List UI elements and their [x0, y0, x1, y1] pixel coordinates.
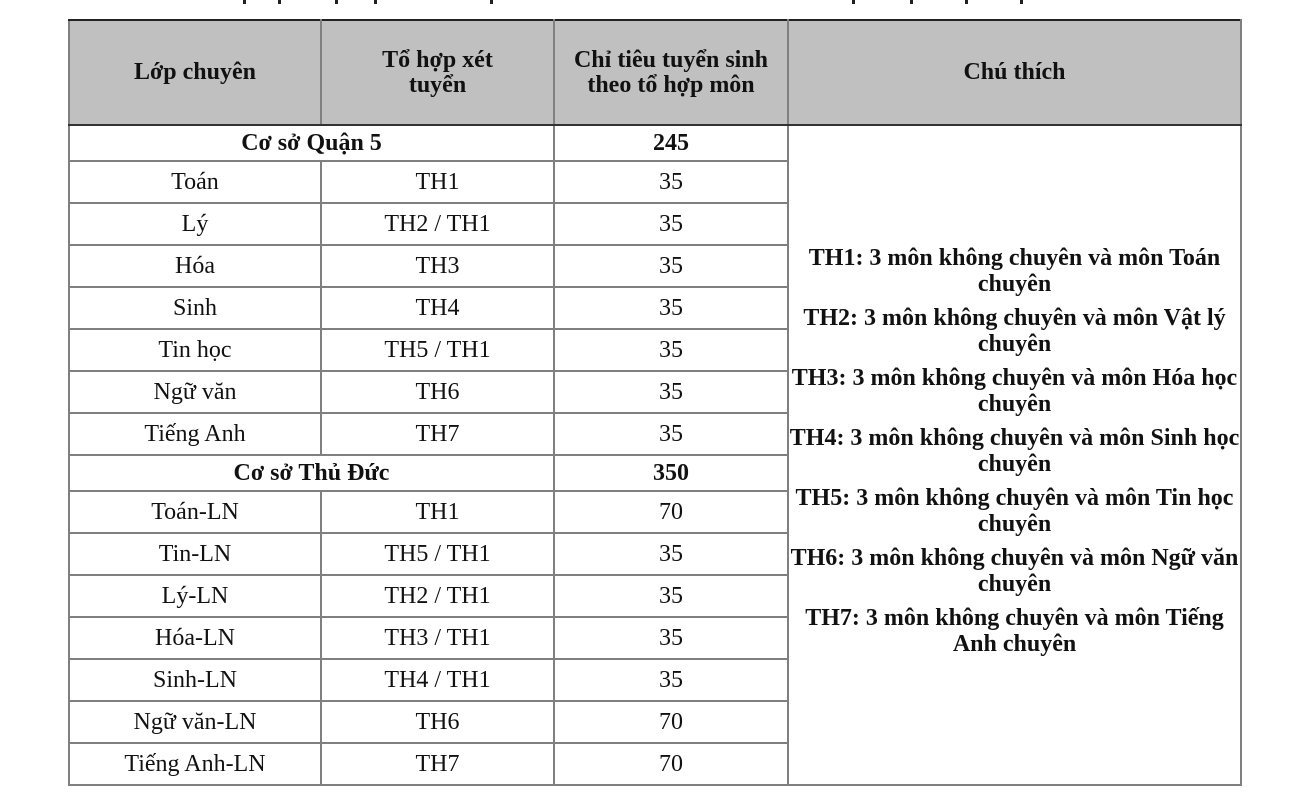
- section-row-quan5: [69, 125, 1241, 161]
- combo-cell: TH4 / TH1: [321, 659, 554, 701]
- class-cell: Ngữ văn-LN: [69, 701, 321, 743]
- text-fragment: [490, 0, 493, 4]
- combo-cell: TH2 / TH1: [321, 575, 554, 617]
- class-cell: Lý: [69, 203, 321, 245]
- combo-cell: TH7: [321, 743, 554, 785]
- header-notes: Chú thích: [788, 20, 1241, 125]
- class-cell: Sinh-LN: [69, 659, 321, 701]
- combo-cell: TH3: [321, 245, 554, 287]
- text-fragment: [278, 0, 281, 4]
- class-cell: Tiếng Anh: [69, 413, 321, 455]
- header-quota: [554, 20, 788, 125]
- note-th7: TH7: 3 môn không chuyên và môn Tiếng Anh chuyên: [805, 605, 1224, 657]
- note-th3: TH3: 3 môn không chuyên và môn Hóa học chuyên: [791, 365, 1238, 417]
- text-fragment: [243, 0, 246, 4]
- quota-cell: 35: [554, 575, 788, 617]
- quota-cell: 70: [554, 701, 788, 743]
- class-cell: Tin học: [69, 329, 321, 371]
- admission-quota-table: [68, 19, 1242, 786]
- combo-cell: TH5 / TH1: [321, 329, 554, 371]
- combo-cell: TH4: [321, 287, 554, 329]
- quota-cell: 35: [554, 203, 788, 245]
- text-fragment: [852, 0, 855, 4]
- quota-cell: 35: [554, 371, 788, 413]
- header-quota-label: Chỉ tiêu tuyển sinh theo tổ hợp môn: [573, 46, 769, 98]
- combo-cell: TH5 / TH1: [321, 533, 554, 575]
- quota-cell: 35: [554, 533, 788, 575]
- class-cell: Ngữ văn: [69, 371, 321, 413]
- header-row: [69, 20, 1241, 125]
- combo-cell: TH3 / TH1: [321, 617, 554, 659]
- clipped-caption-line: [0, 0, 1290, 8]
- notes-cell: [788, 125, 1241, 785]
- quota-cell: 70: [554, 743, 788, 785]
- class-cell: Sinh: [69, 287, 321, 329]
- note-th4: TH4: 3 môn không chuyên và môn Sinh học chuyên: [789, 425, 1240, 477]
- combo-cell: TH2 / TH1: [321, 203, 554, 245]
- note-th1: TH1: 3 môn không chuyên và môn Toán chuyên: [808, 245, 1221, 297]
- text-fragment: [335, 0, 338, 4]
- quota-cell: 35: [554, 413, 788, 455]
- text-fragment: [910, 0, 913, 4]
- text-fragment: [965, 0, 968, 4]
- class-cell: Hóa: [69, 245, 321, 287]
- note-th5: TH5: 3 môn không chuyên và môn Tin học chuyên: [795, 485, 1234, 537]
- quota-cell: 35: [554, 245, 788, 287]
- text-fragment: [374, 0, 377, 4]
- quota-cell: 35: [554, 161, 788, 203]
- combo-cell: TH1: [321, 161, 554, 203]
- quota-cell: 35: [554, 617, 788, 659]
- note-th2: TH2: 3 môn không chuyên và môn Vật lý chuyên: [803, 305, 1226, 357]
- class-cell: Lý-LN: [69, 575, 321, 617]
- class-cell: Toán-LN: [69, 491, 321, 533]
- combo-cell: TH1: [321, 491, 554, 533]
- header-class: Lớp chuyên: [69, 20, 321, 125]
- combo-cell: TH6: [321, 701, 554, 743]
- section-name: Cơ sở Quận 5: [69, 125, 554, 161]
- class-cell: Tin-LN: [69, 533, 321, 575]
- combo-cell: TH6: [321, 371, 554, 413]
- note-th6: TH6: 3 môn không chuyên và môn Ngữ văn chuyên: [790, 545, 1239, 597]
- section-total: 350: [554, 455, 788, 491]
- quota-cell: 35: [554, 659, 788, 701]
- text-fragment: [1020, 0, 1023, 4]
- class-cell: Hóa-LN: [69, 617, 321, 659]
- header-combo: [321, 20, 554, 125]
- quota-cell: 70: [554, 491, 788, 533]
- header-combo-label: Tổ hợp xét tuyển: [382, 46, 493, 98]
- class-cell: Toán: [69, 161, 321, 203]
- combo-cell: TH7: [321, 413, 554, 455]
- quota-cell: 35: [554, 287, 788, 329]
- section-total: 245: [554, 125, 788, 161]
- quota-cell: 35: [554, 329, 788, 371]
- class-cell: Tiếng Anh-LN: [69, 743, 321, 785]
- section-name: Cơ sở Thủ Đức: [69, 455, 554, 491]
